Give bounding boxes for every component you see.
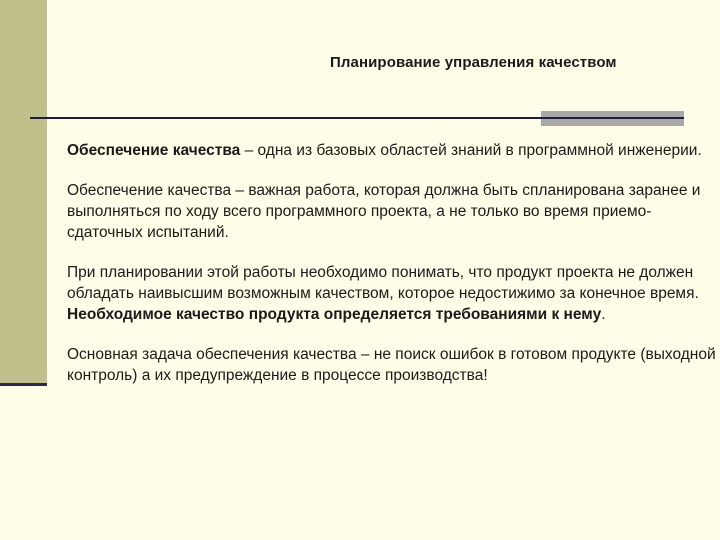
paragraph-3	[67, 262, 717, 325]
paragraph-1	[67, 140, 717, 161]
title-rule-accent-line	[541, 117, 684, 119]
paragraph-4: Основная задача обеспечения качества – не поиск ошибок в готовом продукте (выходной контроль) а их предупреждение в процессе производства!	[67, 346, 716, 384]
paragraph-3-emphasis: Необходимое качество продукта определяется требованиями к нему	[67, 306, 602, 323]
paragraph-3-tail: .	[601, 306, 606, 323]
slide-title: Планирование управления качеством	[330, 54, 617, 71]
slide-body	[67, 140, 717, 405]
paragraph-3-text: При планировании этой работы необходимо понимать, что продукт проекта не должен обладать наивысшим возможным качеством, которое недостижимо за конечное время.	[67, 264, 699, 302]
term-quality-assurance: Обеспечение качества	[67, 142, 241, 159]
side-divider	[0, 383, 47, 386]
paragraph-1-text: – одна из базовых областей знаний в программной инженерии.	[240, 142, 702, 159]
side-accent-bar	[0, 0, 47, 384]
paragraph-2: Обеспечение качества – важная работа, которая должна быть спланирована заранее и выполняться по ходу всего программного проекта, а не только во время приемо-сдаточных испытаний.	[67, 182, 701, 241]
